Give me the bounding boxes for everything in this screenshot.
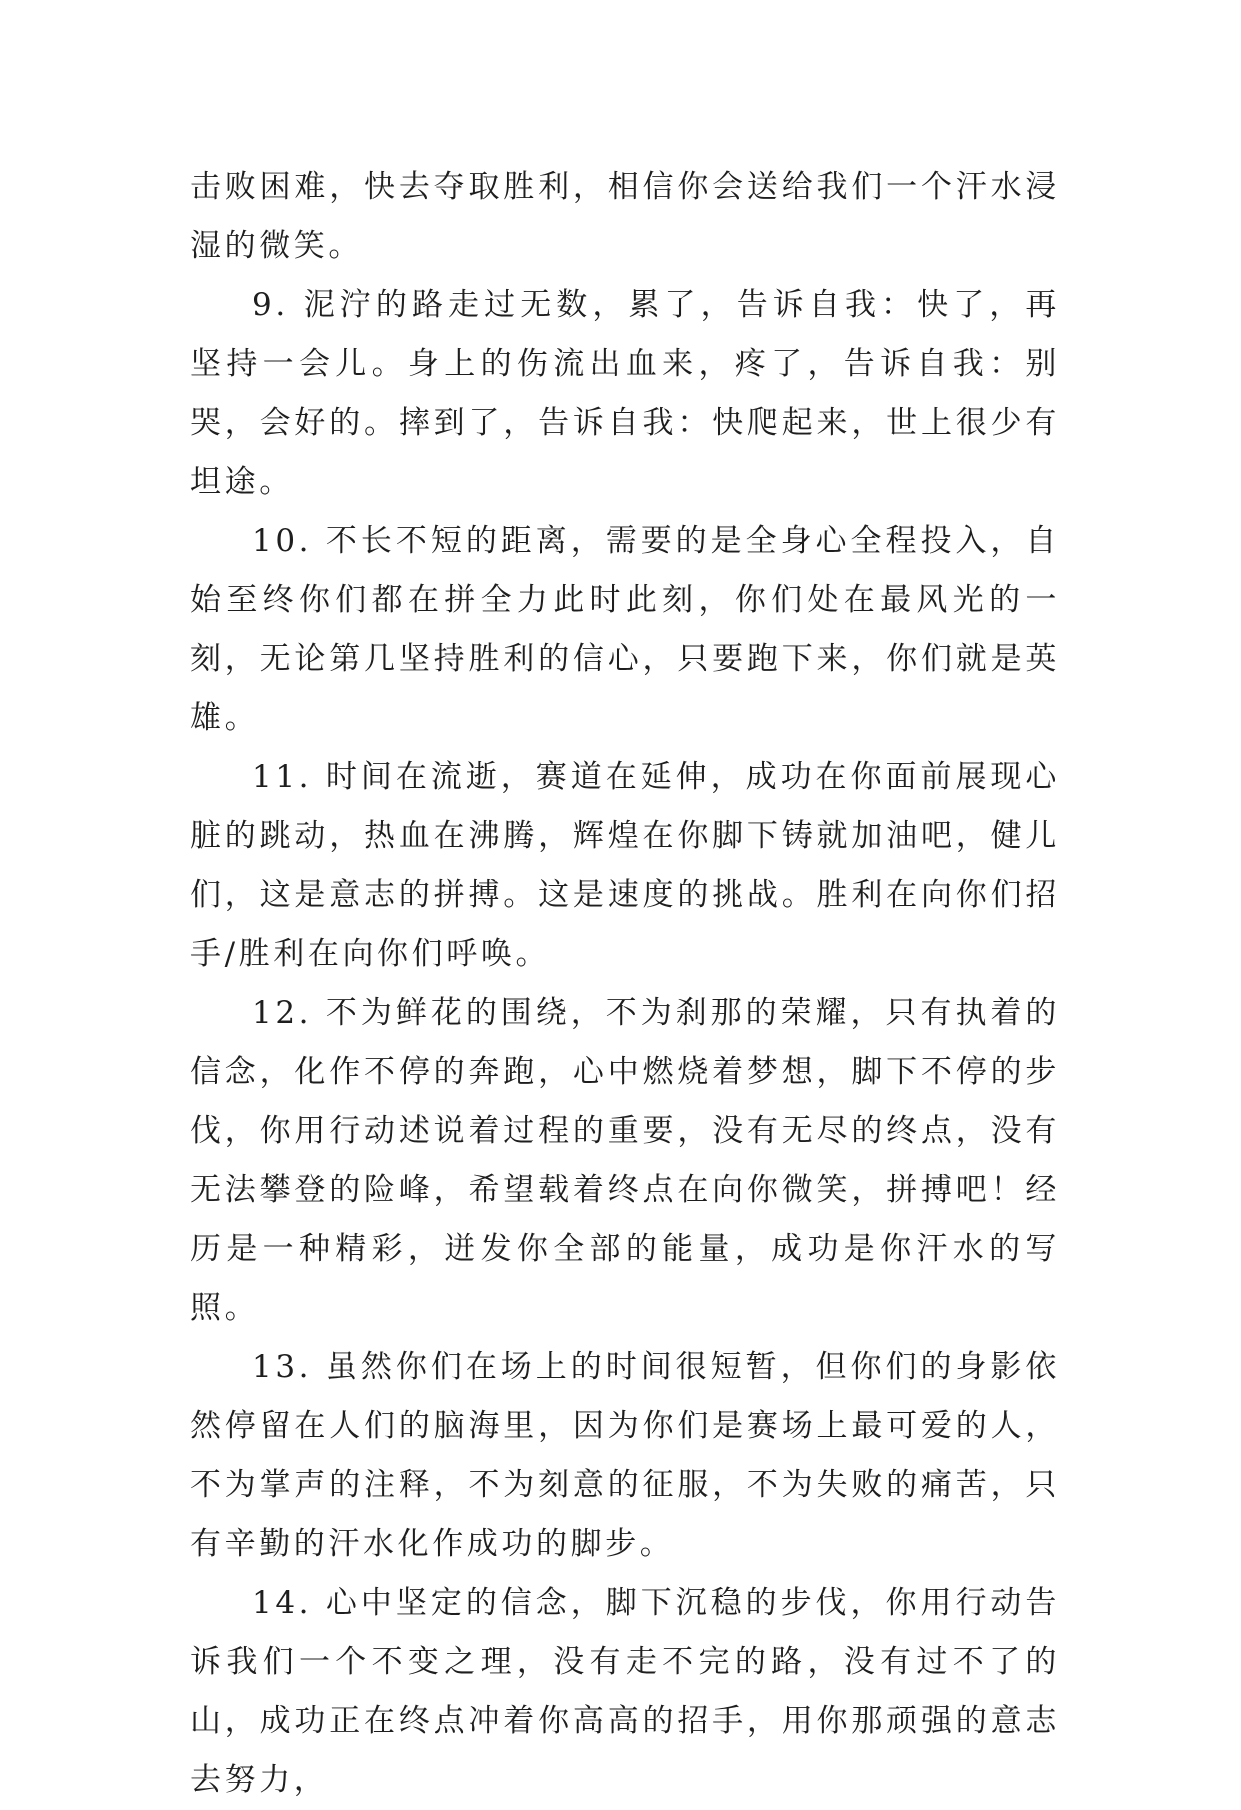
paragraph-item-14: 14. 心中坚定的信念，脚下沉稳的步伐，你用行动告诉我们一个不变之理，没有走不完的路，没有过不了的山，成功正在终点冲着你高高的招手，用你那顽强的意志去努力， (190, 1585, 1060, 1798)
paragraph-item-13: 13. 虽然你们在场上的时间很短暂，但你们的身影依然停留在人们的脑海里，因为你们是赛场上最可爱的人，不为掌声的注释，不为刻意的征服，不为失败的痛苦，只有辛勤的汗水化作成功的脚步。 (190, 1349, 1060, 1562)
paragraph-continuation: 击败困难，快去夺取胜利，相信你会送给我们一个汗水浸湿的微笑。 (190, 169, 1060, 264)
paragraph-item-12: 12. 不为鲜花的围绕，不为刹那的荣耀，只有执着的信念，化作不停的奔跑，心中燃烧着梦想，脚下不停的步伐，你用行动述说着过程的重要，没有无尽的终点，没有无法攀登的险峰，希望载着终点在向你微笑，拼搏吧！经历是一种精彩，迸发你全部的能量，成功是你汗水的写照。 (190, 995, 1060, 1326)
paragraph-item-10: 10. 不长不短的距离，需要的是全身心全程投入，自始至终你们都在拼全力此时此刻，你们处在最风光的一刻，无论第几坚持胜利的信心，只要跑下来，你们就是英雄。 (190, 523, 1060, 736)
paragraph-item-9: 9. 泥泞的路走过无数，累了，告诉自我：快了，再坚持一会儿。身上的伤流出血来，疼了，告诉自我：别哭，会好的。摔到了，告诉自我：快爬起来，世上很少有坦途。 (190, 287, 1060, 500)
body-text (190, 158, 1060, 1810)
paragraph-item-11: 11. 时间在流逝，赛道在延伸，成功在你面前展现心脏的跳动，热血在沸腾，辉煌在你脚下铸就加油吧，健儿们，这是意志的拼搏。这是速度的挑战。胜利在向你们招手/胜利在向你们呼唤。 (190, 759, 1060, 972)
